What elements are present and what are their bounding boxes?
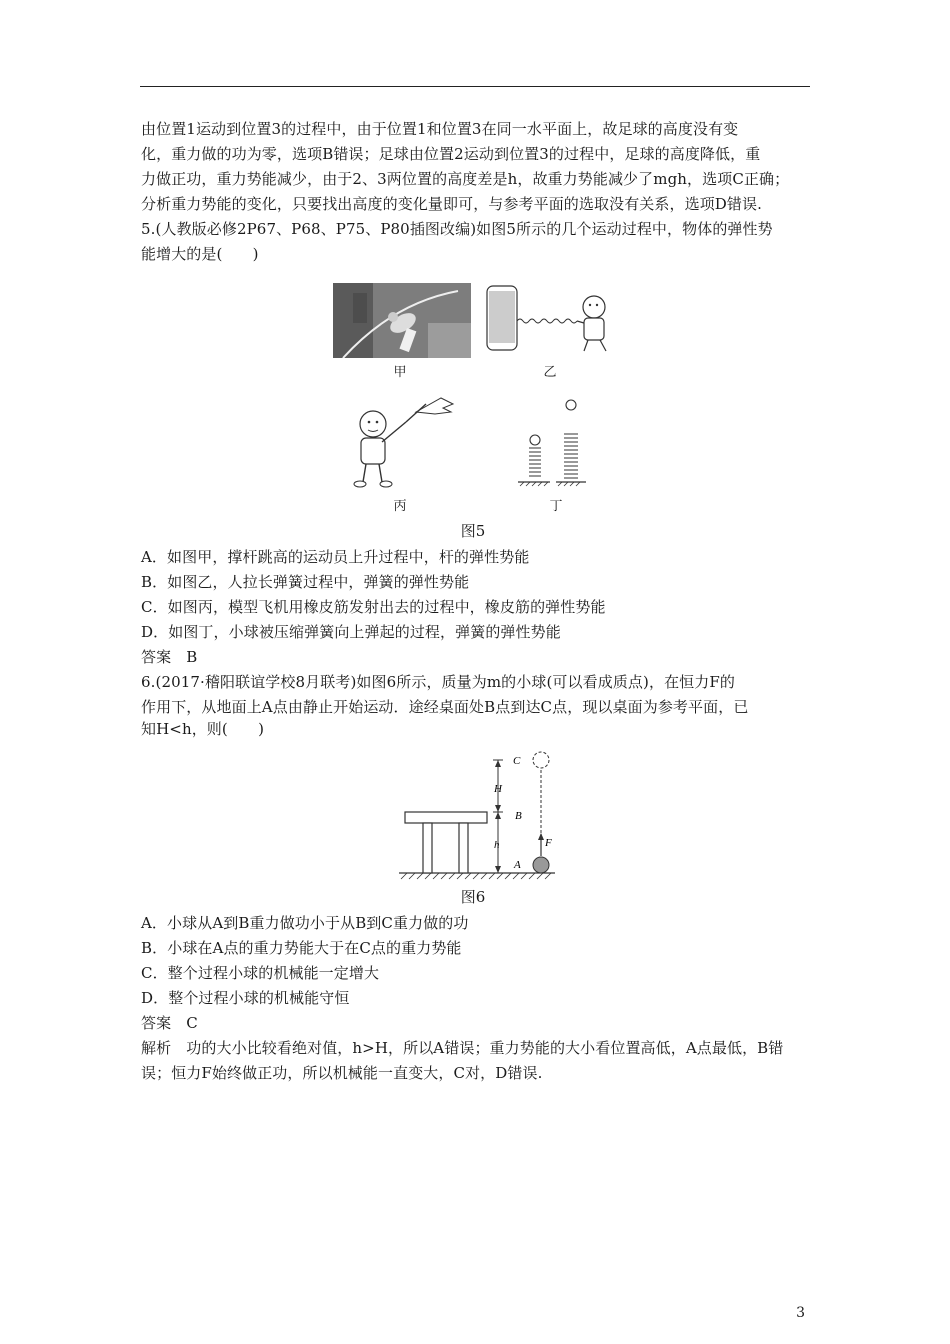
option-c: C．如图丙，模型飞机用橡皮筋发射出去的过程中，橡皮筋的弹性势能: [141, 598, 606, 616]
label-small-h: h: [494, 839, 500, 851]
label-a: A: [514, 859, 521, 871]
header-rule: [140, 86, 810, 87]
pole-vault-photo: [333, 283, 471, 358]
q6-analysis-line: 解析 功的大小比较看绝对值，h>H，所以A错误；重力势能的大小看位置高低，A点最低，B错: [141, 1039, 784, 1057]
text-line: 分析重力势能的变化，只要找出高度的变化量即可，与参考平面的选取没有关系，选项D错误.: [141, 195, 762, 213]
sub-label-yi: 乙: [543, 365, 557, 380]
text-line: 力做正功，重力势能减少，由于2、3两位置的高度差是h，故重力势能减少了mgh，选项C正确；: [141, 170, 790, 188]
label-c: C: [513, 755, 521, 767]
option-a: A．如图甲，撑杆跳高的运动员上升过程中，杆的弹性势能: [141, 548, 530, 566]
q5-answer: 答案 B: [141, 648, 198, 666]
q6-analysis-line: 误；恒力F始终做正功，所以机械能一直变大，C对，D错误.: [141, 1064, 543, 1082]
spring-stretch-figure: [484, 283, 624, 358]
q6-stem-line: 6.(2017·稽阳联谊学校8月联考)如图6所示，质量为m的小球(可以看成质点)，在恒力F的: [141, 673, 735, 691]
label-b: B: [515, 810, 522, 822]
figure-6-caption: 图6: [460, 888, 486, 906]
q6-stem-line: 知H<h，则( ): [141, 720, 265, 738]
option-d: D．如图丁，小球被压缩弹簧向上弹起的过程，弹簧的弹性势能: [141, 623, 561, 641]
q6-stem-line: 作用下，从地面上A点由静止开始运动．途经桌面处B点到达C点，现以桌面为参考平面，已: [141, 698, 749, 716]
label-big-h: H: [494, 783, 502, 795]
option-d: D．整个过程小球的机械能守恒: [141, 989, 350, 1007]
option-a: A．小球从A到B重力做功小于从B到C重力做的功: [141, 914, 469, 932]
sub-label-jia: 甲: [393, 365, 407, 380]
q5-stem-line: 能增大的是( ): [141, 245, 259, 263]
figure-5-caption: 图5: [460, 522, 486, 540]
continued-analysis: [141, 117, 813, 267]
option-c: C．整个过程小球的机械能一定增大: [141, 964, 380, 982]
page-number: 3: [796, 1305, 805, 1321]
q5-stem-line: 5.(人教版必修2P67、P68、P75、P80插图改编)如图5所示的几个运动过程中，物体的弹性势: [141, 220, 773, 238]
compressed-spring-figure: [516, 396, 596, 490]
q6-options: [141, 911, 813, 1086]
label-f: F: [545, 837, 552, 849]
q5-options: [141, 545, 813, 720]
option-b: B．如图乙，人拉长弹簧过程中，弹簧的弹性势能: [141, 573, 470, 591]
option-b: B．小球在A点的重力势能大于在C点的重力势能: [141, 939, 462, 957]
figure-6-diagram: [395, 748, 565, 884]
q6-answer: 答案 C: [141, 1014, 198, 1032]
text-line: 化，重力做的功为零，选项B错误；足球由位置2运动到位置3的过程中，足球的高度降低，重: [141, 145, 761, 163]
sub-label-ding: 丁: [549, 499, 563, 514]
q6-stem-tail: [141, 717, 813, 742]
sub-label-bing: 丙: [393, 499, 407, 514]
text-line: 由位置1运动到位置3的过程中，由于位置1和位置3在同一水平面上，故足球的高度没有变: [141, 120, 739, 138]
model-plane-figure: [346, 390, 458, 490]
